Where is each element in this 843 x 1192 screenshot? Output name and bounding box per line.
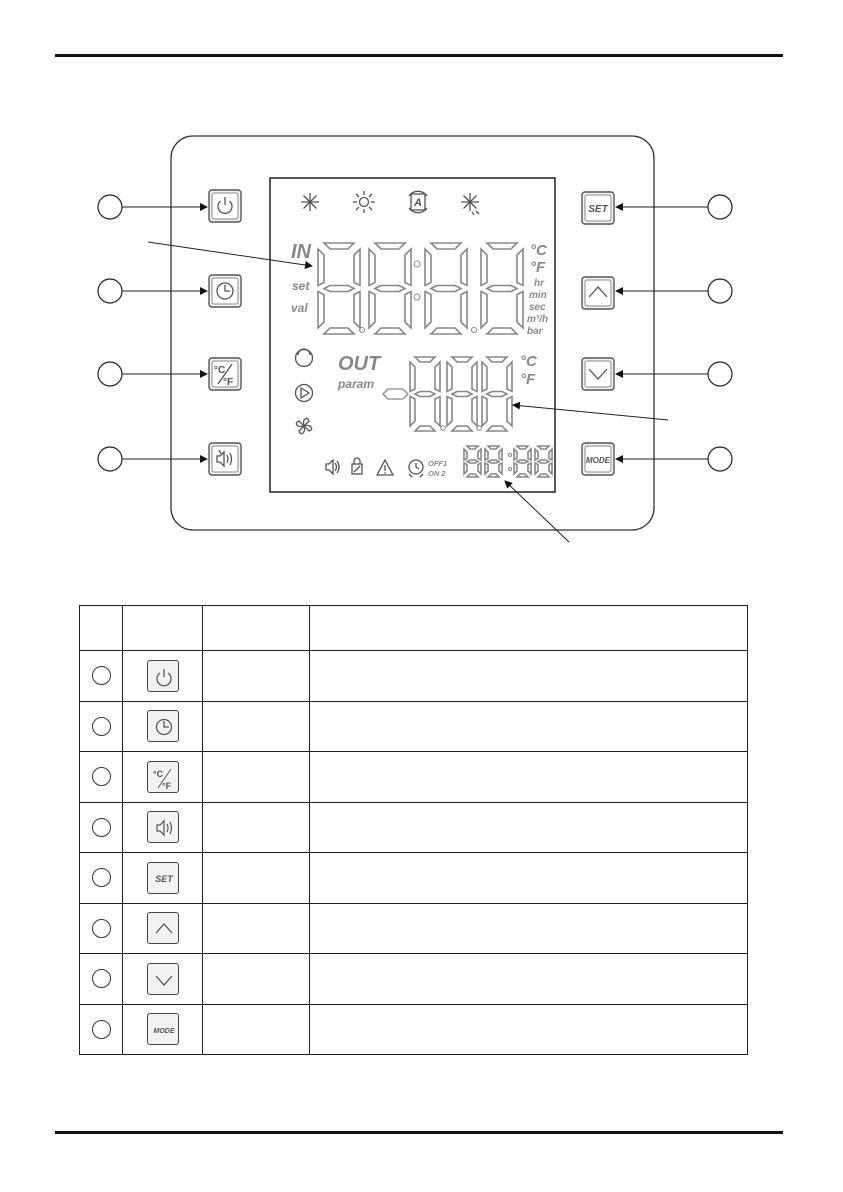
- legend-number-cell: [80, 752, 123, 803]
- legend-icon-cell: [123, 701, 203, 752]
- celsius-fahrenheit-icon: [147, 761, 179, 793]
- legend-name-cell: [203, 752, 310, 803]
- set-button[interactable]: [582, 192, 614, 224]
- celsius-fahrenheit-button[interactable]: [209, 358, 241, 390]
- legend-description-cell: [310, 954, 748, 1005]
- legend-row: [80, 1004, 748, 1055]
- mute-icon: [147, 811, 179, 843]
- callout-left: [98, 195, 122, 471]
- unit-flow: m³/h: [527, 314, 549, 325]
- legend-name-cell: [203, 651, 310, 702]
- unit-hr: hr: [534, 278, 544, 289]
- svg-text:°F: °F: [223, 377, 234, 388]
- fan-icon: [296, 418, 311, 433]
- legend-number-cell: [80, 651, 123, 702]
- legend-row: [80, 752, 748, 803]
- snowflake-icon: [301, 193, 319, 211]
- legend-number-cell: [80, 1004, 123, 1055]
- legend-description-cell: [310, 1004, 748, 1055]
- legend-table: [79, 605, 748, 1055]
- mode-icon: [147, 1013, 179, 1045]
- unit-celsius: °C: [530, 242, 547, 259]
- down-button[interactable]: [582, 358, 614, 390]
- legend-number-circle: [92, 767, 111, 786]
- clock-icon: [147, 710, 179, 742]
- power-button[interactable]: [209, 190, 241, 222]
- clock-button[interactable]: [209, 275, 241, 307]
- legend-icon-cell: [123, 651, 203, 702]
- up-button[interactable]: [582, 277, 614, 309]
- unit-fahrenheit: °F: [530, 259, 546, 276]
- legend-icon-cell: [123, 853, 203, 904]
- bottom-rule: [55, 1131, 783, 1134]
- legend-number-cell: [80, 701, 123, 752]
- legend-row: [80, 903, 748, 954]
- lcd-val-label: val: [291, 301, 308, 315]
- up-icon: [147, 912, 179, 944]
- lcd-in-label: IN: [291, 241, 311, 263]
- svg-text:°C: °C: [214, 365, 226, 376]
- legend-number-cell: [80, 853, 123, 904]
- mode-button-label: MODE: [586, 456, 610, 465]
- legend-icon-cell: [123, 954, 203, 1005]
- legend-description-cell: [310, 853, 748, 904]
- header-number: [80, 606, 123, 651]
- legend-description-cell: [310, 802, 748, 853]
- legend-name-cell: [203, 802, 310, 853]
- legend-name-cell: [203, 903, 310, 954]
- header-icon: [123, 606, 203, 651]
- power-icon: [147, 660, 179, 692]
- set-button-label: SET: [588, 204, 608, 215]
- second-unit-celsius: °C: [520, 353, 537, 370]
- legend-row: [80, 853, 748, 904]
- second-unit-fahrenheit: °F: [520, 371, 536, 388]
- legend-number-cell: [80, 802, 123, 853]
- legend-description-cell: [310, 903, 748, 954]
- down-icon: [147, 963, 179, 995]
- set-icon: [147, 862, 179, 894]
- legend-description-cell: [310, 701, 748, 752]
- legend-icon-cell: [123, 1004, 203, 1055]
- legend-icon-cell: [123, 802, 203, 853]
- unit-min: min: [529, 290, 547, 301]
- legend-number-circle: [92, 969, 111, 988]
- timer-on-label: ON 2: [428, 469, 446, 478]
- legend-number-cell: [80, 903, 123, 954]
- timer-off-label: OFF1: [428, 459, 448, 468]
- legend-icon-cell: [123, 752, 203, 803]
- lcd-param-label: param: [338, 377, 375, 391]
- legend-number-circle: [92, 818, 111, 837]
- legend-row: [80, 651, 748, 702]
- svg-text:°C: °C: [152, 768, 163, 779]
- mute-button[interactable]: [209, 443, 241, 475]
- legend-name-cell: [203, 954, 310, 1005]
- legend-name-cell: [203, 1004, 310, 1055]
- legend-number-circle: [92, 868, 111, 887]
- legend-row: [80, 701, 748, 752]
- header-name: [203, 606, 310, 651]
- legend-number-cell: [80, 954, 123, 1005]
- lcd-out-label: OUT: [338, 353, 381, 375]
- lcd-screen: [270, 178, 555, 492]
- mode-button[interactable]: [582, 443, 614, 475]
- legend-header-row: [80, 606, 748, 651]
- legend-row: [80, 954, 748, 1005]
- legend-icon-cell: [123, 903, 203, 954]
- svg-text:A: A: [414, 197, 422, 209]
- lcd-set-label: set: [292, 279, 310, 293]
- svg-text:°F: °F: [161, 780, 171, 791]
- legend-number-circle: [92, 1020, 111, 1039]
- legend-number-circle: [92, 717, 111, 736]
- unit-sec: sec: [529, 302, 546, 313]
- svg-text:MODE: MODE: [153, 1028, 174, 1036]
- legend-row: [80, 802, 748, 853]
- legend-name-cell: [203, 701, 310, 752]
- callout-right: [708, 195, 732, 471]
- legend-description-cell: [310, 752, 748, 803]
- svg-text:SET: SET: [154, 873, 173, 884]
- header-description: [310, 606, 748, 651]
- legend-name-cell: [203, 853, 310, 904]
- unit-bar: bar: [527, 326, 543, 337]
- legend-number-circle: [92, 919, 111, 938]
- legend-description-cell: [310, 651, 748, 702]
- legend-number-circle: [92, 666, 111, 685]
